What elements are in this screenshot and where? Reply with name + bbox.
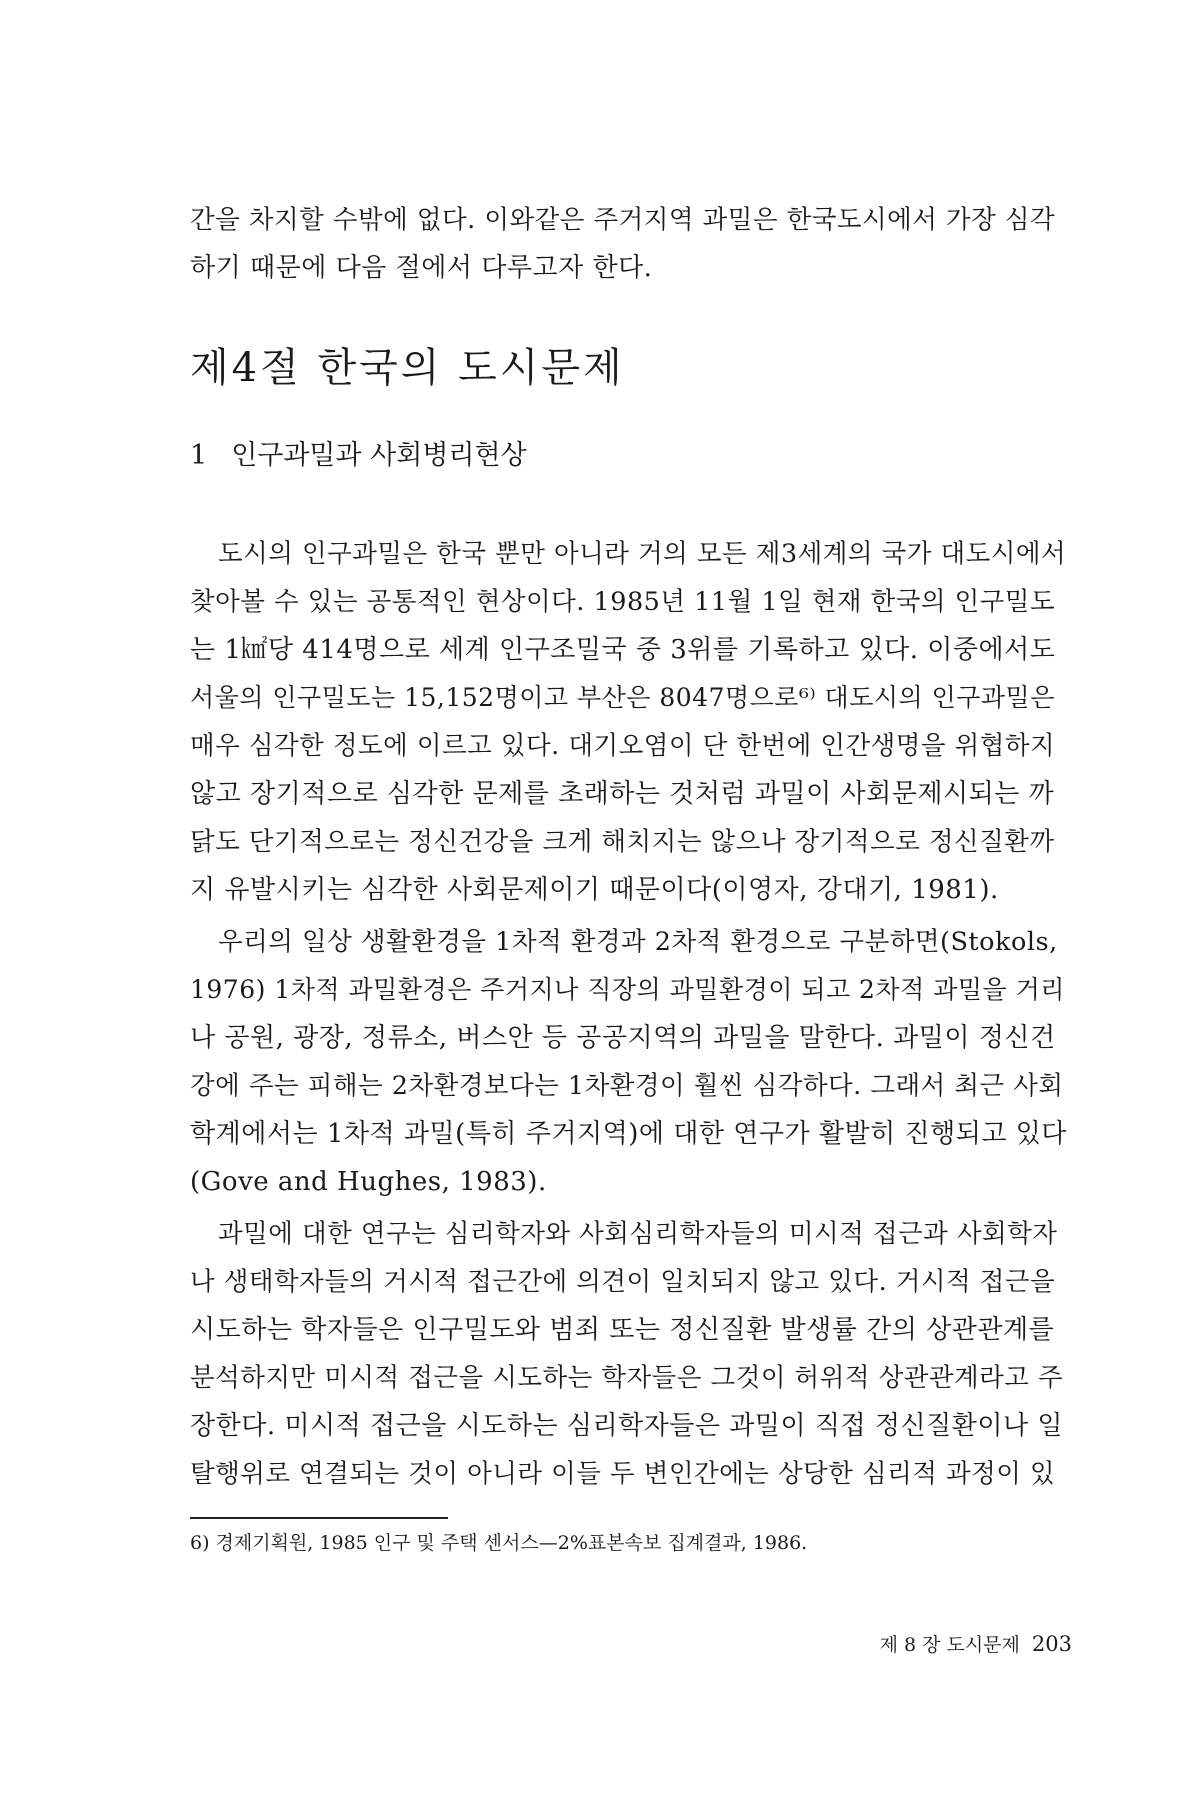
text-line: 장한다. 미시적 접근을 시도하는 심리학자들은 과밀이 직접 정신질환이나 일	[190, 1411, 1063, 1441]
text-line: 않고 장기적으로 심각한 문제를 초래하는 것처럼 과밀이 사회문제시되는 까	[190, 779, 1055, 809]
paragraph-2	[190, 918, 1070, 1206]
footnote-divider	[190, 1517, 448, 1519]
footnote: 6) 경제기획원, 1985 인구 및 주택 센서스—2%표본속보 집계결과, 1986.	[190, 1532, 808, 1554]
running-footer	[810, 1630, 1072, 1657]
text-line: 시도하는 학자들은 인구밀도와 범죄 또는 정신질환 발생률 간의 상관관계를	[190, 1315, 1055, 1345]
text-line: 찾아볼 수 있는 공통적인 현상이다. 1985년 11월 1일 현재 한국의 인구밀도	[190, 587, 1056, 617]
text-line: 도시의 인구과밀은 한국 뿐만 아니라 거의 모든 제3세계의 국가 대도시에서	[218, 539, 1067, 569]
footer-chapter-title: 제 8 장 도시문제	[879, 1634, 1020, 1656]
text-line: 학계에서는 1차적 과밀(특히 주거지역)에 대한 연구가 활발히 진행되고 있다	[190, 1119, 1067, 1149]
section-number: 1	[190, 440, 208, 471]
text-line: 지 유발시키는 심각한 사회문제이기 때문이다(이영자, 강대기, 1981).	[190, 875, 999, 905]
page-body	[190, 196, 1070, 1498]
text-line: (Gove and Hughes, 1983).	[190, 1167, 547, 1197]
text-line: 우리의 일상 생활환경을 1차적 환경과 2차적 환경으로 구분하면(Stokols,	[218, 927, 1058, 957]
paragraph-3	[190, 1210, 1070, 1498]
page-number: 203	[1031, 1632, 1072, 1656]
text-line: 간을 차지할 수밖에 없다. 이와같은 주거지역 과밀은 한국도시에서 가장 심각	[190, 205, 1056, 235]
text-line: 나 생태학자들의 거시적 접근간에 의견이 일치되지 않고 있다. 거시적 접근을	[190, 1267, 1056, 1297]
text-line: 탈행위로 연결되는 것이 아니라 이들 두 변인간에는 상당한 심리적 과정이 있	[190, 1459, 1056, 1489]
text-line: 분석하지만 미시적 접근을 시도하는 학자들은 그것이 허위적 상관관계라고 주	[190, 1363, 1064, 1393]
text-line: 하기 때문에 다음 절에서 다루고자 한다.	[190, 253, 653, 283]
text-line: 닭도 단기적으로는 정신건강을 크게 해치지는 않으나 장기적으로 정신질환까	[190, 827, 1055, 857]
paragraph-1	[190, 530, 1070, 914]
chapter-heading: 제4절 한국의 도시문제	[190, 345, 625, 391]
text-line: 과밀에 대한 연구는 심리학자와 사회심리학자들의 미시적 접근과 사회학자	[218, 1219, 1058, 1249]
text-line: 1976) 1차적 과밀환경은 주거지나 직장의 과밀환경이 되고 2차적 과밀을 거리	[190, 975, 1065, 1004]
text-line: 는 1㎢당 414명으로 세계 인구조밀국 중 3위를 기록하고 있다. 이중에서도	[190, 635, 1056, 665]
text-line: 서울의 인구밀도는 15,152명이고 부산은 8047명으로⁶⁾ 대도시의 인구과밀은	[190, 683, 1055, 712]
text-line: 매우 심각한 정도에 이르고 있다. 대기오염이 단 한번에 인간생명을 위협하지	[190, 731, 1056, 761]
text-line: 나 공원, 광장, 정류소, 버스안 등 공공지역의 과밀을 말한다. 과밀이 정신건	[190, 1023, 1056, 1053]
text-line: 강에 주는 피해는 2차환경보다는 1차환경이 훨씬 심각하다. 그래서 최근 사회	[190, 1071, 1064, 1101]
section-heading	[190, 436, 1070, 476]
section-title: 인구과밀과 사회병리현상	[231, 440, 527, 471]
